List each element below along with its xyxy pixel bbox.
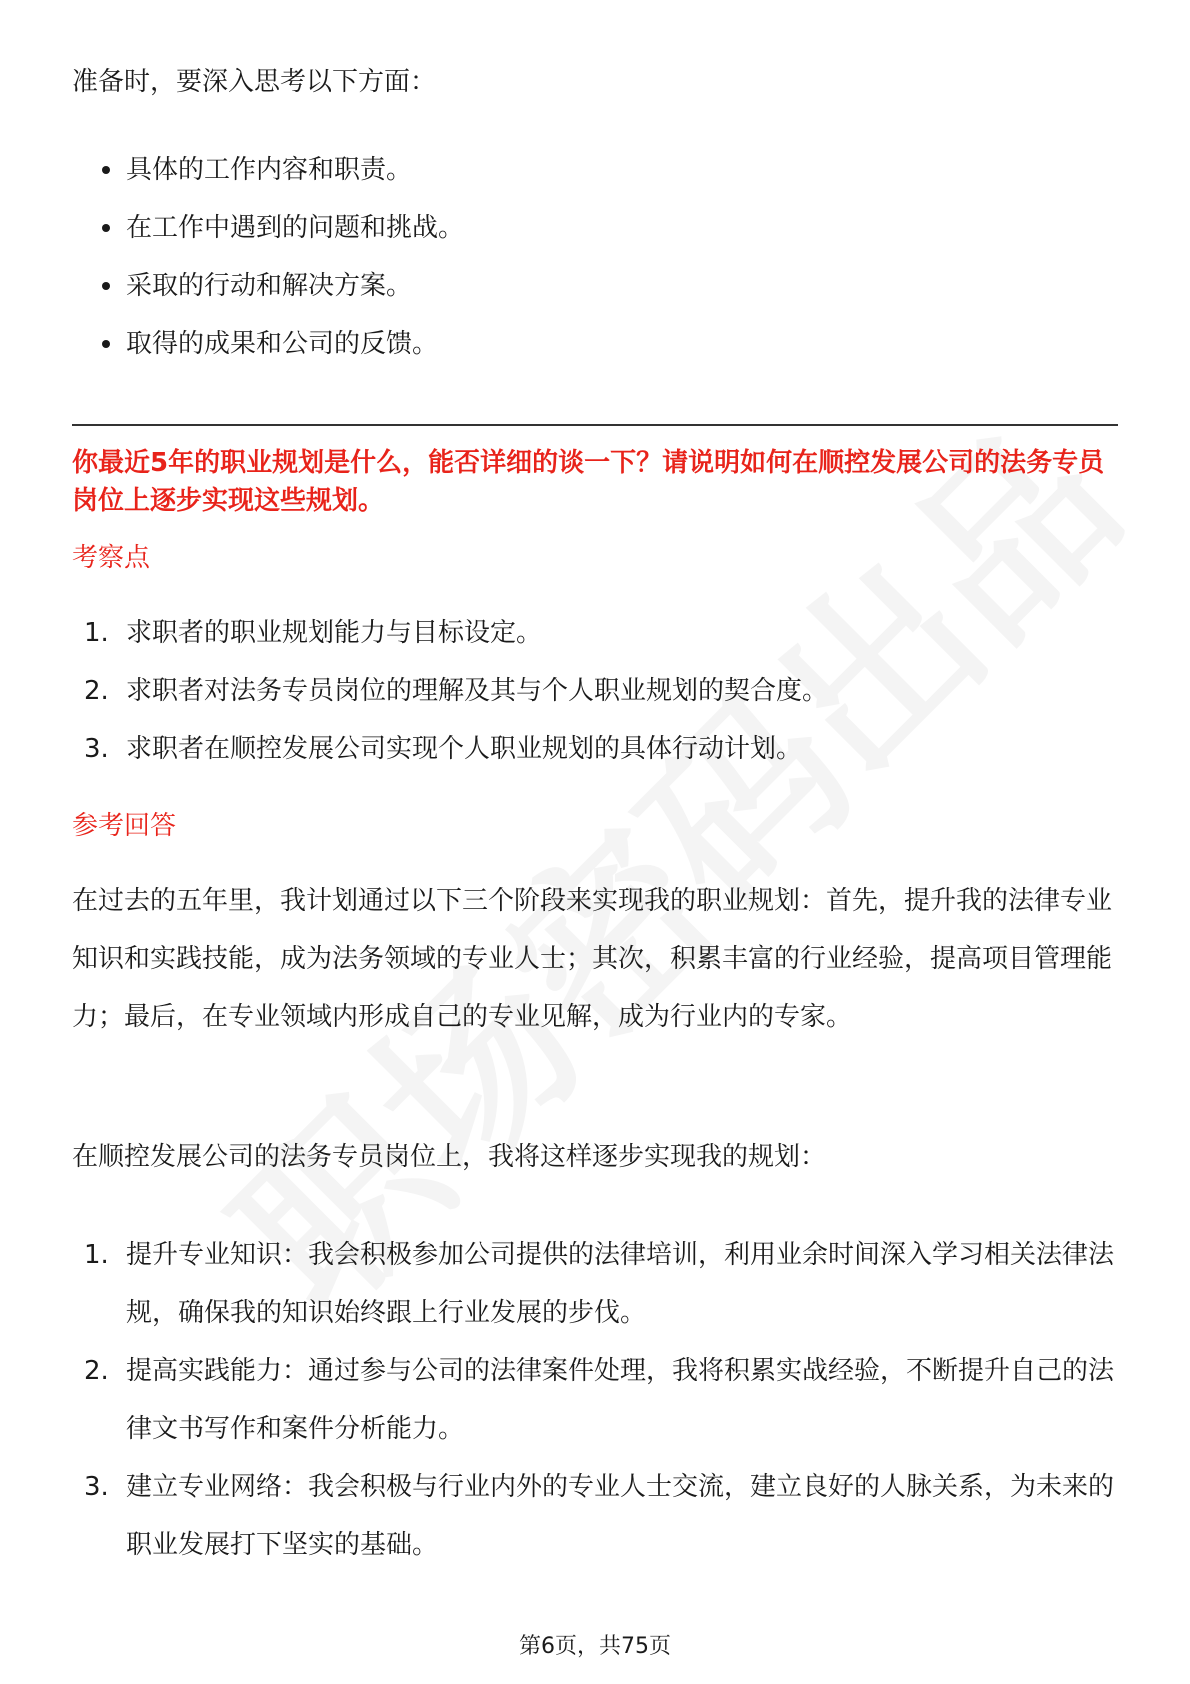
list-text: 提高实践能力：通过参与公司的法律案件处理，我将积累实战经验，不断提升自己的法律文书写作和案件分析能力。	[126, 1356, 1115, 1444]
list-text: 求职者对法务专员岗位的理解及其与个人职业规划的契合度。	[126, 676, 829, 706]
bullet-item	[72, 208, 1118, 266]
list-number: 3.	[84, 734, 109, 764]
list-number: 2.	[84, 1356, 109, 1386]
answer-list	[72, 1226, 1118, 1574]
list-item	[72, 1226, 1118, 1342]
list-text: 求职者的职业规划能力与目标设定。	[126, 618, 543, 648]
list-number: 3.	[84, 1472, 109, 1502]
bullet-text: 取得的成果和公司的反馈。	[126, 329, 439, 359]
bullet-dot-icon	[102, 340, 110, 348]
list-item	[72, 662, 1118, 720]
intro-text: 准备时，要深入思考以下方面：	[72, 67, 437, 97]
list-item	[72, 720, 1118, 778]
list-number: 2.	[84, 676, 109, 706]
answer-paragraph-2: 在顺控发展公司的法务专员岗位上，我将这样逐步实现我的规划：	[72, 1142, 827, 1172]
list-text: 求职者在顺控发展公司实现个人职业规划的具体行动计划。	[126, 734, 803, 764]
list-item	[72, 1458, 1118, 1574]
list-item	[72, 604, 1118, 662]
list-item	[72, 1342, 1118, 1458]
section-divider	[72, 424, 1118, 426]
bullet-item	[72, 150, 1118, 208]
bullet-dot-icon	[102, 224, 110, 232]
answer-paragraph-1: 在过去的五年里，我计划通过以下三个阶段来实现我的职业规划：首先，提升我的法律专业知识和实践技能，成为法务领域的专业人士；其次，积累丰富的行业经验，提高项目管理能力；最后，在专业领域内形成自己的专业见解，成为行业内的专家。	[72, 886, 1113, 1032]
section-heading-reference-answer: 参考回答	[72, 811, 177, 841]
list-number: 1.	[84, 1240, 109, 1270]
list-text: 建立专业网络：我会积极与行业内外的专业人士交流，建立良好的人脉关系，为未来的职业发展打下坚实的基础。	[126, 1472, 1115, 1560]
bullet-item	[72, 324, 1118, 382]
bullet-text: 具体的工作内容和职责。	[126, 155, 413, 185]
assessment-list	[72, 604, 1118, 778]
section-heading-assessment: 考察点	[72, 543, 151, 573]
bullet-dot-icon	[102, 166, 110, 174]
document-page	[72, 0, 1118, 1684]
page-number-footer: 第6页，共75页	[519, 1634, 671, 1659]
bullet-list	[72, 150, 1118, 382]
bullet-item	[72, 266, 1118, 324]
list-text: 提升专业知识：我会积极参加公司提供的法律培训，利用业余时间深入学习相关法律法规，确保我的知识始终跟上行业发展的步伐。	[126, 1240, 1115, 1328]
bullet-text: 采取的行动和解决方案。	[126, 271, 413, 301]
list-number: 1.	[84, 618, 109, 648]
bullet-text: 在工作中遇到的问题和挑战。	[126, 213, 465, 243]
question-heading: 你最近5年的职业规划是什么，能否详细的谈一下？请说明如何在顺控发展公司的法务专员岗位上逐步实现这些规划。	[72, 448, 1105, 516]
bullet-dot-icon	[102, 282, 110, 290]
